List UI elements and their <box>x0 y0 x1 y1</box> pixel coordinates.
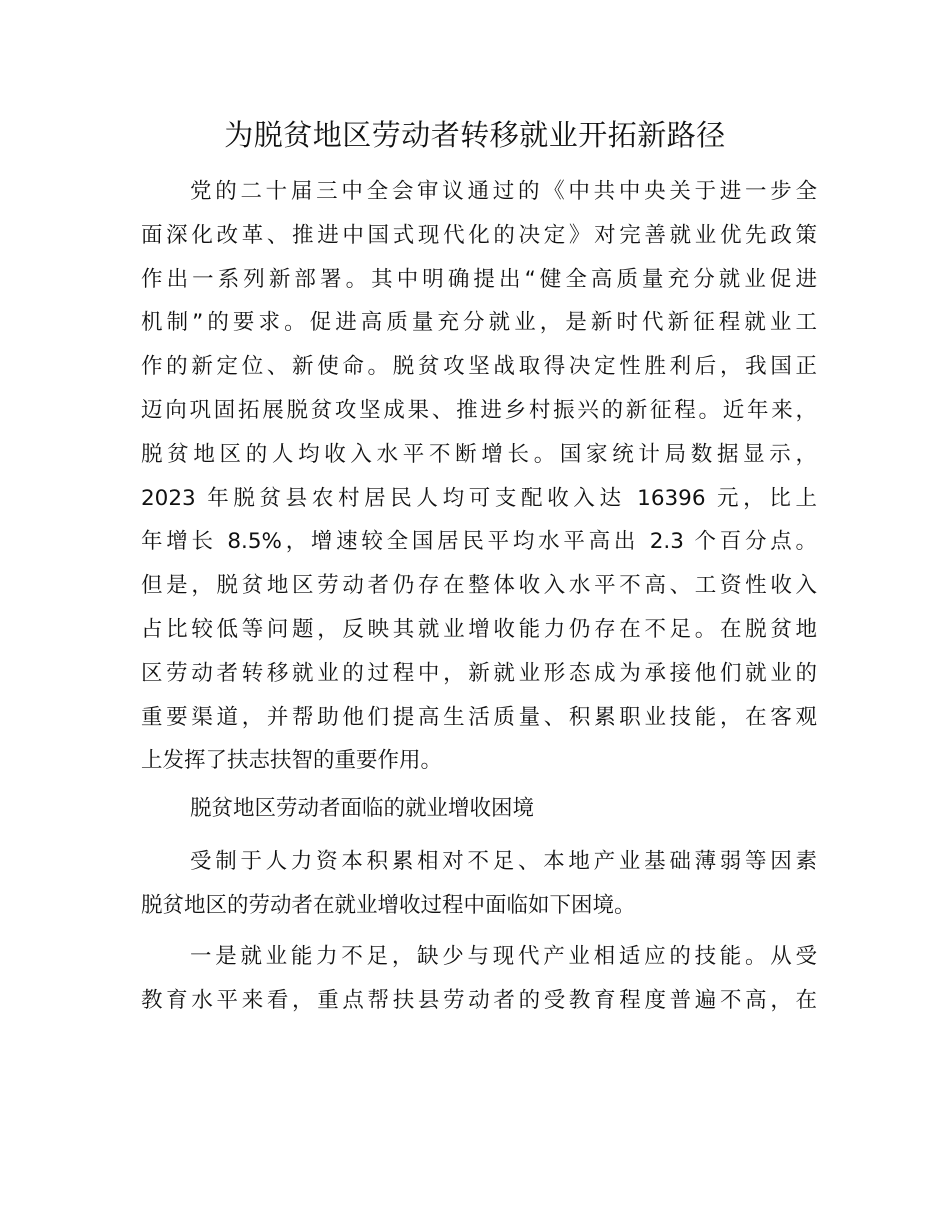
paragraph-line: 作的新定位、新使命。脱贫攻坚战取得决定性胜利后，我国正 <box>141 354 817 380</box>
paragraph-line: 脱贫地区的劳动者在就业增收过程中面临如下困境。 <box>141 892 636 918</box>
section-heading <box>141 787 817 831</box>
paragraph-line: 脱贫地区的人均收入水平不断增长。国家统计局数据显示， <box>141 441 817 467</box>
paragraph-line: 党的二十届三中全会审议通过的《中共中央关于进一步全 <box>190 179 817 204</box>
paragraph-line: 2023 年脱贫县农村居民人均可支配收入达 16396 元，比上 <box>141 485 817 511</box>
paragraph-line: 机制”的要求。促进高质量充分就业，是新时代新征程就业工 <box>141 310 817 336</box>
paragraph-line: 年增长 8.5%，增速较全国居民平均水平高出 2.3 个百分点。 <box>141 529 817 555</box>
paragraph-line: 教育水平来看，重点帮扶县劳动者的受教育程度普遍不高，在 <box>141 987 817 1013</box>
paragraph-line: 面深化改革、推进中国式现代化的决定》对完善就业优先政策 <box>141 222 817 248</box>
paragraph-line: 占比较低等问题，反映其就业增收能力仍存在不足。在脱贫地 <box>141 616 817 642</box>
paragraph-intro <box>141 170 817 783</box>
paragraph-line: 但是，脱贫地区劳动者仍存在整体收入水平不高、工资性收入 <box>141 573 817 599</box>
paragraph-line: 作出一系列新部署。其中明确提出“健全高质量充分就业促进 <box>141 266 817 292</box>
paragraph-line: 一是就业能力不足，缺少与现代产业相适应的技能。从受 <box>190 944 817 969</box>
section-heading-text: 脱贫地区劳动者面临的就业增收困境 <box>190 796 535 821</box>
paragraph-point-one <box>141 935 817 1023</box>
paragraph-line: 重要渠道，并帮助他们提高生活质量、积累职业技能，在客观 <box>141 704 817 730</box>
paragraph-line: 迈向巩固拓展脱贫攻坚成果、推进乡村振兴的新征程。近年来， <box>141 397 817 423</box>
paragraph-line: 上发挥了扶志扶智的重要作用。 <box>141 748 443 774</box>
paragraph-line: 区劳动者转移就业的过程中，新就业形态成为承接他们就业的 <box>141 660 817 686</box>
paragraph-constraints <box>141 840 817 928</box>
document-title: 为脱贫地区劳动者转移就业开拓新路径 <box>224 118 726 152</box>
paragraph-line: 受制于人力资本积累相对不足、本地产业基础薄弱等因素 <box>190 849 817 874</box>
